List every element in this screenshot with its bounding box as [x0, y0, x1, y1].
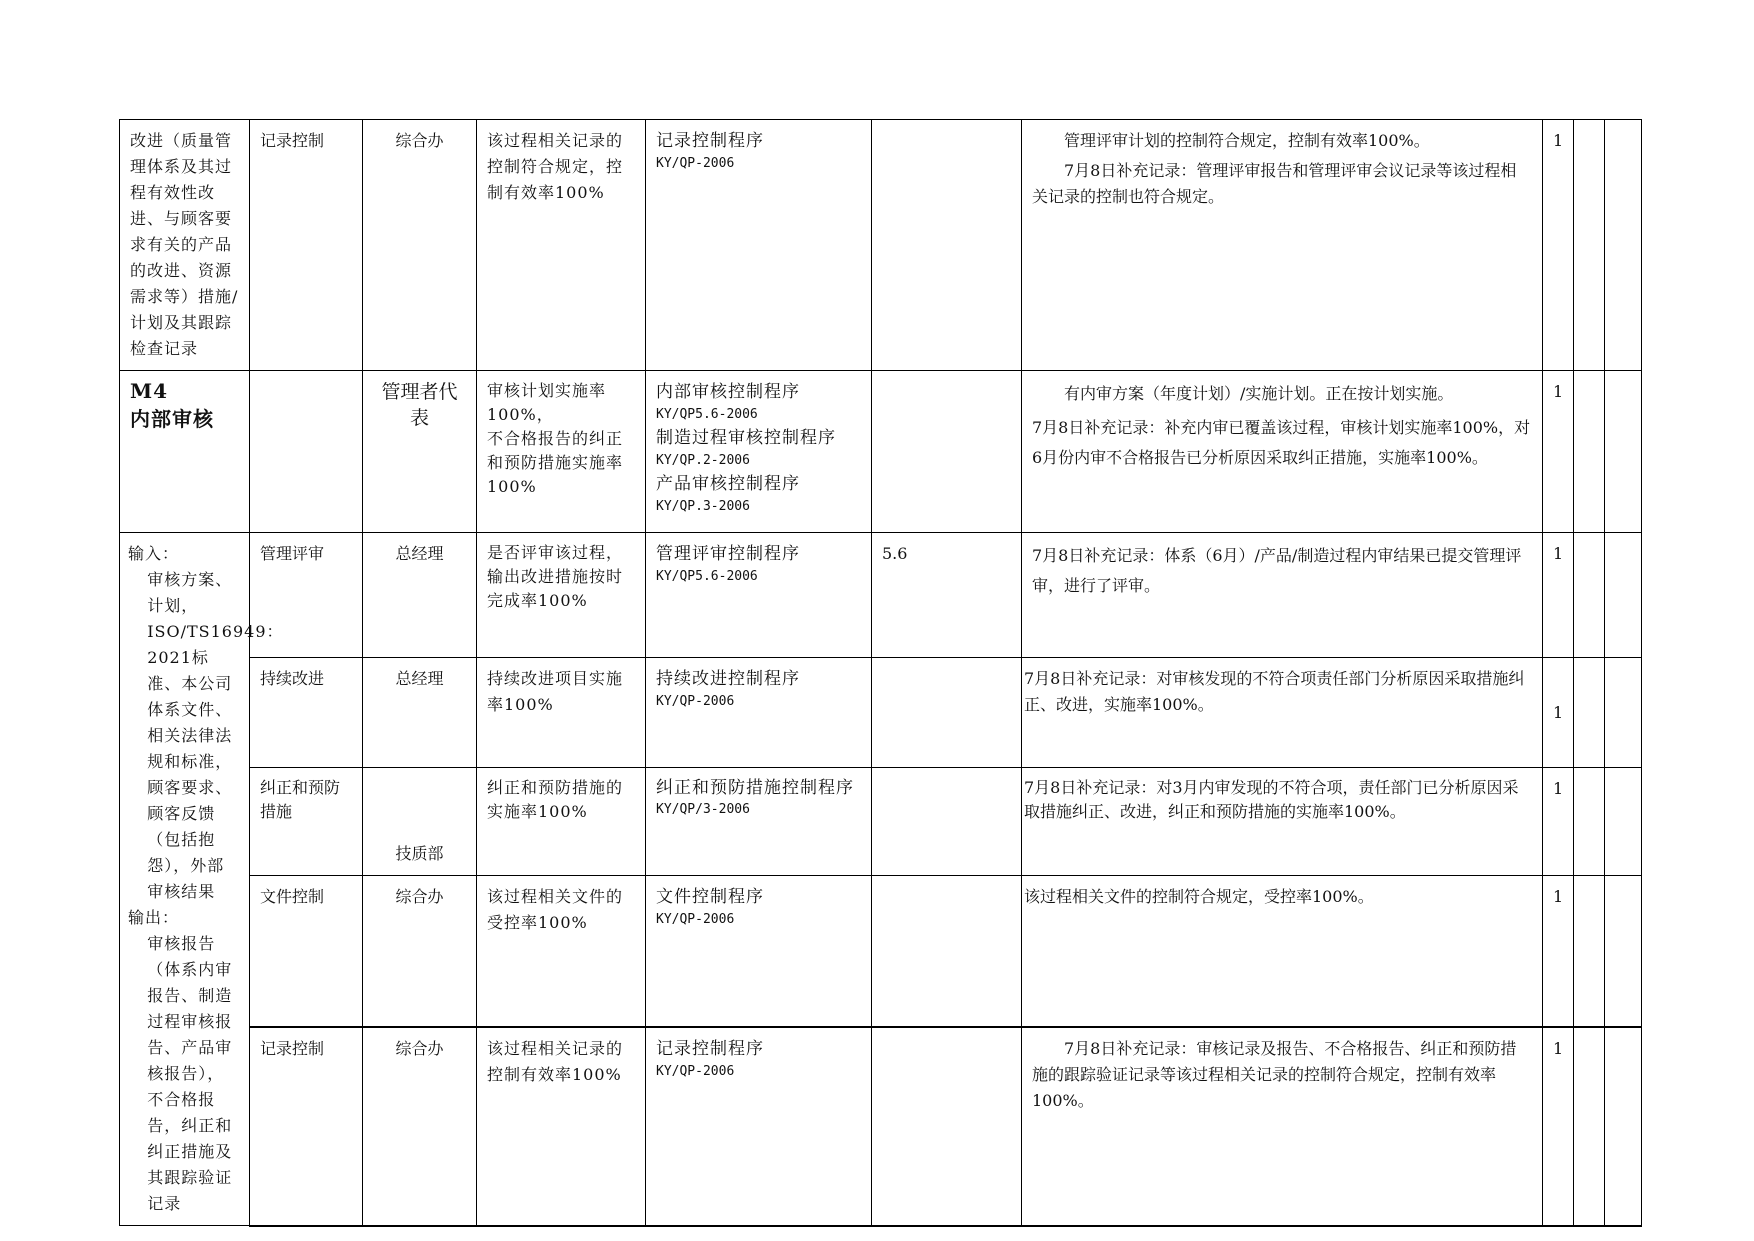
- procedure-code: KY/QP5.6-2006: [656, 569, 758, 584]
- procedure-title: 持续改进控制程序: [656, 668, 800, 689]
- table-row: [120, 371, 1642, 533]
- empty-cell: [1605, 371, 1642, 533]
- dept-cell: 总经理: [363, 657, 477, 767]
- output-label: 输出：: [128, 908, 180, 927]
- record-line: 有内审方案（年度计划）/实施计划。正在按计划实施。: [1064, 384, 1454, 403]
- item-cell: 纠正和预防措施: [250, 768, 363, 876]
- procedure-cell: [646, 876, 872, 1027]
- procedure-cell: [646, 120, 872, 371]
- process-name: 内部审核: [130, 407, 214, 431]
- dept-cell: 综合办: [363, 876, 477, 1027]
- empty-cell: [1574, 533, 1605, 658]
- dept-cell: 技质部: [363, 768, 477, 876]
- empty-cell: [1574, 768, 1605, 876]
- clause-cell: [872, 768, 1022, 876]
- clause-cell: [872, 657, 1022, 767]
- record-cell: [1022, 371, 1543, 533]
- record-cell: 7月8日补充记录：对审核发现的不符合项责任部门分析原因采取措施纠正、改进，实施率100%。: [1022, 657, 1543, 767]
- clause-cell: [872, 876, 1022, 1027]
- empty-cell: [1605, 120, 1642, 371]
- empty-cell: [1605, 876, 1642, 1027]
- io-cell: [120, 533, 284, 1226]
- mark-cell: 1: [1543, 371, 1574, 533]
- table-row: [120, 120, 1642, 371]
- empty-cell: [1605, 657, 1642, 767]
- dept-cell: 综合办: [363, 120, 477, 371]
- audit-table: [119, 119, 1642, 1227]
- item-cell: [250, 371, 363, 533]
- process-cell: 改进（质量管理体系及其过程有效性改进、与顾客要求有关的产品的改进、资源需求等）措施/计划及其跟踪检查记录: [120, 120, 250, 371]
- record-cell: [1022, 120, 1543, 371]
- process-heading-cell: [120, 371, 250, 533]
- criteria-cell: 该过程相关文件的受控率100%: [477, 876, 646, 1027]
- item-cell: 持续改进: [250, 657, 363, 767]
- procedure-cell: [646, 371, 872, 533]
- criteria-cell: 该过程相关记录的控制符合规定，控制有效率100%: [477, 120, 646, 371]
- procedure-cell: [646, 533, 872, 658]
- empty-cell: [1574, 876, 1605, 1027]
- empty-cell: [1574, 1027, 1605, 1226]
- mark-cell: 1: [1543, 1027, 1574, 1226]
- procedure-title: 文件控制程序: [656, 887, 764, 908]
- dept-cell: 管理者代表: [363, 371, 477, 533]
- procedure-title: 管理评审控制程序: [656, 544, 800, 564]
- criteria-cell: 纠正和预防措施的实施率100%: [477, 768, 646, 876]
- input-text: 审核方案、计划，ISO/TS16949：2021标准、本公司体系文件、相关法律法规和标准，顾客要求、顾客反馈（包括抱怨），外部审核结果: [147, 570, 284, 901]
- empty-cell: [1574, 657, 1605, 767]
- empty-cell: [1574, 371, 1605, 533]
- procedure-code: KY/QP5.6-2006: [656, 407, 758, 422]
- clause-cell: 5.6: [872, 533, 1022, 658]
- criteria-line: 不合格报告的纠正和预防措施实施率100%: [487, 429, 624, 496]
- procedure-title: 产品审核控制程序: [656, 474, 800, 494]
- table-row: [120, 657, 1642, 767]
- record-line: 7月8日补充记录：补充内审已覆盖该过程，审核计划实施率100%，对6月份内审不合格报告已分析原因采取纠正措施，实施率100%。: [1032, 418, 1531, 467]
- procedure-code: KY/QP/3-2006: [656, 802, 750, 818]
- record-line: 7月8日补充记录：管理评审报告和管理评审会议记录等该过程相关记录的控制也符合规定。: [1032, 161, 1517, 206]
- record-line: 管理评审计划的控制符合规定，控制有效率100%。: [1064, 131, 1430, 150]
- record-cell: 7月8日补充记录：对3月内审发现的不符合项，责任部门已分析原因采取措施纠正、改进，纠正和预防措施的实施率100%。: [1022, 768, 1543, 876]
- empty-cell: [1605, 1027, 1642, 1226]
- item-cell: 文件控制: [250, 876, 363, 1027]
- clause-cell: [872, 120, 1022, 371]
- table-row: [120, 533, 1642, 658]
- procedure-title: 记录控制程序: [656, 131, 764, 151]
- dept-cell: 综合办: [363, 1027, 477, 1226]
- mark-cell: 1: [1543, 876, 1574, 1027]
- mark-cell: 1: [1543, 120, 1574, 371]
- input-label: 输入：: [128, 544, 180, 563]
- criteria-cell: 该过程相关记录的控制有效率100%: [477, 1027, 646, 1226]
- procedure-title: 制造过程审核控制程序: [656, 428, 836, 448]
- process-code: M4: [130, 379, 169, 403]
- dept-cell: 总经理: [363, 533, 477, 658]
- table-row: [120, 768, 1642, 876]
- record-cell: 该过程相关文件的控制符合规定，受控率100%。: [1022, 876, 1543, 1027]
- record-cell: 7月8日补充记录：体系（6月）/产品/制造过程内审结果已提交管理评审，进行了评审。: [1022, 533, 1543, 658]
- record-cell: 7月8日补充记录：审核记录及报告、不合格报告、纠正和预防措施的跟踪验证记录等该过程相关记录的控制符合规定，控制有效率100%。: [1022, 1027, 1543, 1226]
- output-text: 审核报告（体系内审报告、制造过程审核报告、产品审核报告），不合格报告，纠正和纠正措施及其跟踪验证记录: [147, 934, 233, 1213]
- criteria-cell: 是否评审该过程，输出改进措施按时完成率100%: [477, 533, 646, 658]
- empty-cell: [1605, 768, 1642, 876]
- mark-cell: 1: [1543, 657, 1574, 767]
- procedure-code: KY/QP.3-2006: [656, 499, 750, 514]
- mark-cell: 1: [1543, 533, 1574, 658]
- procedure-code: KY/QP-2006: [656, 912, 735, 928]
- criteria-cell: 持续改进项目实施率100%: [477, 657, 646, 767]
- table-row: [120, 1027, 1642, 1226]
- clause-cell: [872, 371, 1022, 533]
- procedure-title: 记录控制程序: [656, 1038, 764, 1059]
- procedure-code: KY/QP.2-2006: [656, 453, 750, 468]
- empty-cell: [1574, 120, 1605, 371]
- table-row: [120, 876, 1642, 1027]
- procedure-code: KY/QP-2006: [656, 1063, 735, 1079]
- procedure-cell: [646, 768, 872, 876]
- procedure-cell: [646, 1027, 872, 1226]
- item-cell: 记录控制: [250, 120, 363, 371]
- procedure-code: KY/QP-2006: [656, 693, 735, 709]
- procedure-code: KY/QP-2006: [656, 156, 735, 171]
- criteria-cell: [477, 371, 646, 533]
- empty-cell: [1605, 533, 1642, 658]
- clause-cell: [872, 1027, 1022, 1226]
- item-cell: 记录控制: [250, 1027, 363, 1226]
- procedure-cell: [646, 657, 872, 767]
- procedure-title: 纠正和预防措施控制程序: [656, 778, 854, 799]
- criteria-line: 审核计划实施率100%，: [487, 381, 607, 424]
- procedure-title: 内部审核控制程序: [656, 382, 800, 402]
- mark-cell: 1: [1543, 768, 1574, 876]
- item-cell: 管理评审: [250, 533, 363, 658]
